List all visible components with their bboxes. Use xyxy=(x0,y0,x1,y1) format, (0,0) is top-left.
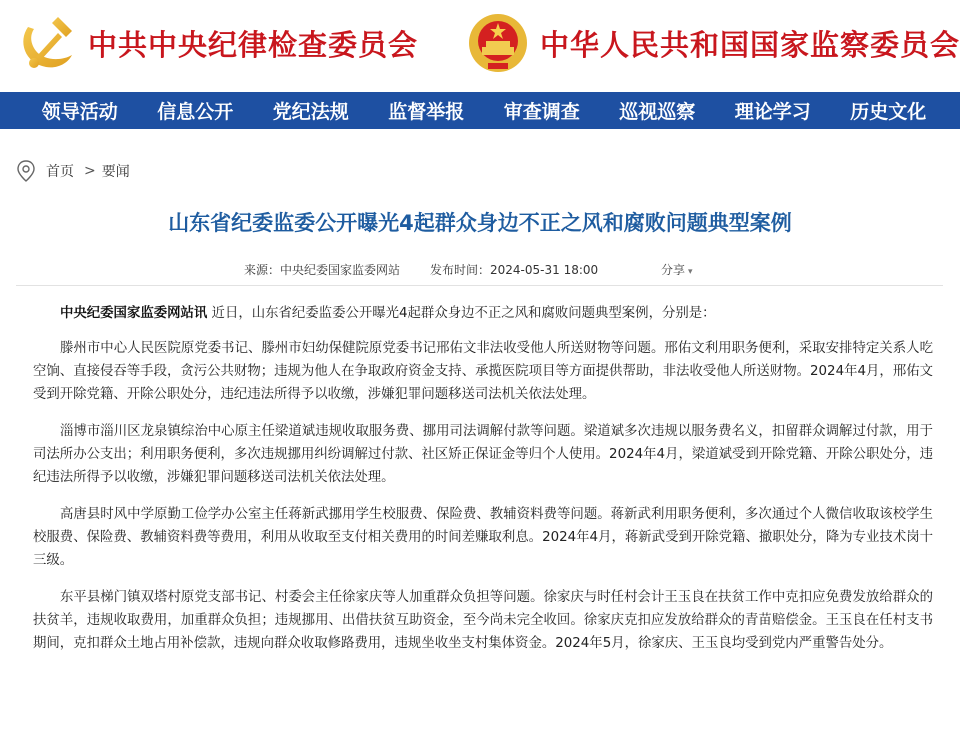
lead-text: 近日，山东省纪委监委公开曝光4起群众身边不正之风和腐败问题典型案例，分别是： xyxy=(207,306,716,321)
site-header xyxy=(0,0,960,92)
nav-item-theory[interactable]: 理论学习 xyxy=(734,101,811,123)
nav-item-history[interactable]: 历史文化 xyxy=(850,101,927,123)
ccdi-title: 中共中央纪律检查委员会 xyxy=(88,27,419,62)
breadcrumb-separator: > xyxy=(84,163,96,179)
case-paragraph: 东平县梯门镇双塔村原党支部书记、村委会主任徐家庆等人加重群众负担等问题。徐家庆与时任村会计王玉良在扶贫工作中克扣应免费发放给群众的扶贫羊，违规收取费用，加重群众负担；违规挪用、出借扶贫互助资金，至今尚未完全收回。徐家庆克扣应发放给群众的青苗赔偿金。王玉良在任村支书期间，克扣群众土地占用补偿款，违规向群众收取修路费用，违规坐收坐支村集体资金。2024年5月，徐家庆、王玉良均受到党内严重警告处分。 xyxy=(33,590,933,651)
caret-down-icon: ▾ xyxy=(688,267,693,277)
nav-item-report[interactable]: 监督举报 xyxy=(388,101,465,123)
article-body xyxy=(33,302,933,669)
lead-source: 中央纪委国家监委网站讯 xyxy=(60,306,208,321)
nav-item-leadership[interactable]: 领导活动 xyxy=(41,101,118,123)
nav-item-investigation[interactable]: 审查调查 xyxy=(503,101,580,123)
case-paragraph: 淄博市淄川区龙泉镇综治中心原主任梁道斌违规收取服务费、挪用司法调解付款等问题。梁道斌多次违规以服务费名义，扣留群众调解过付款，用于司法所办公支出；利用职务便利，多次违规挪用纠纷调解过付款、社区矫正保证金等归个人使用。2024年4月，梁道斌受到开除党籍、开除公职处分，违纪违法所得予以收缴，涉嫌犯罪问题移送司法机关依法处理。 xyxy=(33,424,933,485)
nsc-logo-link[interactable] xyxy=(466,10,960,76)
party-emblem-icon xyxy=(14,13,78,73)
national-emblem-icon xyxy=(466,11,530,75)
main-nav xyxy=(0,92,960,129)
case-paragraph: 滕州市中心人民医院原党委书记、滕州市妇幼保健院原党委书记邢佑文非法收受他人所送财物等问题。邢佑文利用职务便利，采取安排特定关系人吃空饷、直接侵吞等手段，贪污公共财物；违规为他人在争取政府资金支持、承揽医院项目等方面提供帮助，非法收受他人所送财物。2024年4月，邢佑文受到开除党籍、开除公职处分，违纪违法所得予以收缴，涉嫌犯罪问题移送司法机关依法处理。 xyxy=(33,341,933,402)
share-button[interactable]: 分享 ▾ xyxy=(661,263,693,277)
meta-divider xyxy=(16,285,943,286)
case-paragraph: 高唐县时风中学原勤工俭学办公室主任蒋新武挪用学生校服费、保险费、教辅资料费等问题。蒋新武利用职务便利，多次通过个人微信收取该校学生校服费、保险费、教辅资料费等费用，利用从收取至支付相关费用的时间差赚取利息。2024年4月，蒋新武受到开除党籍、撤职处分，降为专业技术岗十三级。 xyxy=(33,507,933,568)
nav-item-regulations[interactable]: 党纪法规 xyxy=(272,101,349,123)
nav-item-inspection[interactable]: 巡视巡察 xyxy=(619,101,696,123)
nsc-title: 中华人民共和国国家监察委员会 xyxy=(540,27,960,62)
article-source: 来源：中央纪委国家监委网站 xyxy=(244,263,401,277)
breadcrumb-home-link[interactable]: 首页 xyxy=(46,164,74,180)
article-title: 山东省纪委监委公开曝光4起群众身边不正之风和腐败问题典型案例 xyxy=(168,211,792,235)
breadcrumb xyxy=(16,160,130,182)
ccdi-logo-link[interactable] xyxy=(14,10,418,76)
nav-item-info-disclosure[interactable]: 信息公开 xyxy=(157,101,234,123)
article-lead xyxy=(33,302,933,325)
location-pin-icon xyxy=(16,160,36,182)
article-publish-time: 发布时间：2024-05-31 18:00 xyxy=(430,263,599,277)
breadcrumb-news-link[interactable]: 要闻 xyxy=(101,164,130,180)
